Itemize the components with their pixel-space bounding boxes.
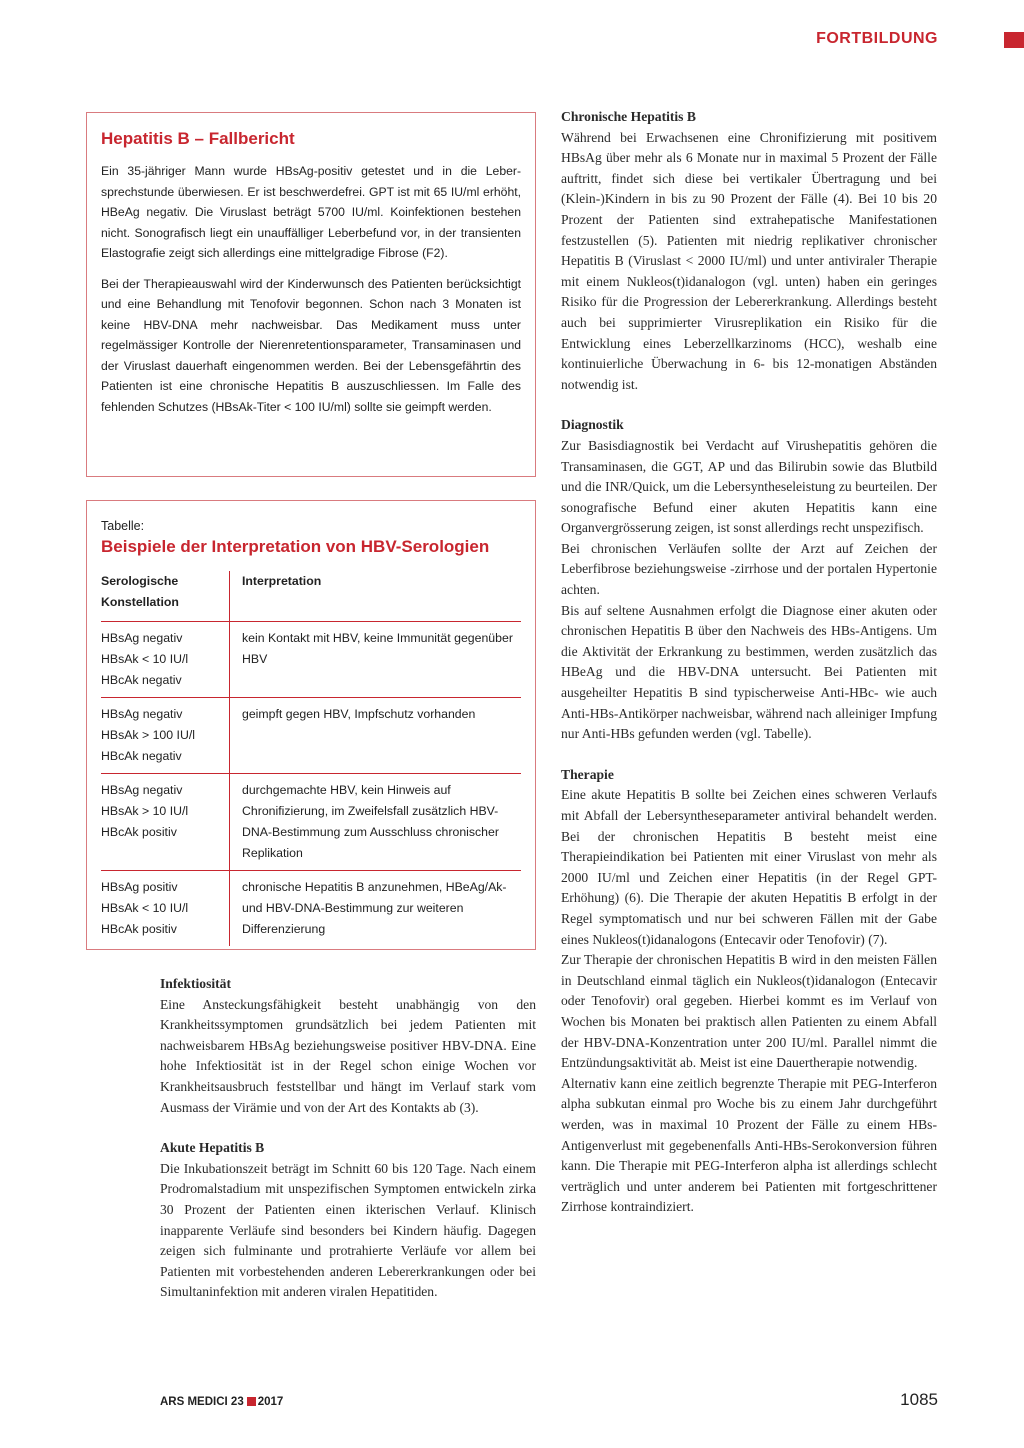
body-paragraph: Eine Ansteckungsfähigkeit besteht unabhängig von den Krankheitssymptomen grundsätzlich bei jedem Patienten mit nachweisbarem HBsAg beziehungsweise positiver HBV-DNA. Eine hohe Infektiosität ist in der Regel schon einige Wochen vor Krankheitsausbruch feststellbar und hängt im Verlauf stark vom Ausmass der Virämie und von der Art des Kontakts ab (3).: [160, 996, 536, 1115]
interpretation-cell: durchgemachte HBV, kein Hinweis auf Chronifizierung, im Zweifelsfall zusätzlich HBV-DNA-Bestimmung zum Ausschluss chronischer Replikation: [230, 774, 522, 871]
header-accent-square: [1004, 32, 1024, 48]
table-title: Beispiele der Interpretation von HBV-Serologien: [101, 537, 490, 556]
marker-line: HBcAk negativ: [101, 749, 182, 763]
marker-line: HBsAg negativ: [101, 707, 183, 721]
body-paragraph: Eine akute Hepatitis B sollte bei Zeichen eines schweren Verlaufs mit Abfall der Lebersyntheseparameter antiviral behandelt werden. Bei der chronischen Hepatitis B besteht meist eine Therapieindikation bei Patienten mit einer Viruslast von mehr als 2000 IU/ml und Zeichen einer Hepatitis (in der Regel GPT-Erhöhung) (6). Die Therapie der akuten Hepatitis B erfolgt in der Regel symptomatisch und nur bei schweren Fällen mit der Gabe eines Nukleos(t)idanalogons (Entecavir oder Tenofovir) (7).: [561, 787, 937, 947]
constellation-cell: [101, 622, 230, 698]
table-row: [101, 774, 521, 871]
footer-accent-square: [247, 1397, 256, 1406]
case-report-box: [86, 112, 536, 477]
constellation-cell: [101, 698, 230, 774]
marker-line: HBsAg negativ: [101, 783, 183, 797]
table-header-constellation: Serologische Konstellation: [101, 571, 230, 622]
marker-line: HBsAk > 100 IU/l: [101, 728, 195, 742]
body-paragraph: Bis auf seltene Ausnahmen erfolgt die Diagnose einer akuten oder chronischen Hepatitis B über den Nachweis des HBs-Antigens. Um die Aktivität der Erkrankung zu bestimmen, werden zusätzlich das HBeAg und die HBV-DNA untersucht. Bei Patienten mit ausgeheilter Hepatitis B sind typischerweise Anti-HBc- wie auch Anti-HBs-Antikörper nachweisbar, während nach alleiniger Impfung nur Anti-HBs gefunden werden (vgl. Tabelle).: [561, 602, 937, 742]
table-row: [101, 871, 521, 947]
page-number: 1085: [900, 1390, 938, 1409]
case-report-paragraph: Bei der Therapieauswahl wird der Kinderwunsch des Patienten berücksichtigt und eine Behandlung mit Tenofovir begonnen. Schon nach 3 Monaten ist keine HBV-DNA mehr nachweisbar. Das Medikament muss unter regelmässiger Kontrolle der Nierenretentionsparameter, Transaminasen und der Viruslast dauerhaft eingenommen werden. Bei der Lebensgefährtin des Patienten ist eine chronische Hepatitis B auszuschliessen. Im Falle des fehlenden Schutzes (HBsAk-Titer < 100 IU/ml) sollte sie geimpft werden.: [101, 276, 521, 414]
marker-line: HBcAk positiv: [101, 922, 177, 936]
body-paragraph: Zur Basisdiagnostik bei Verdacht auf Virushepatitis gehören die Transaminasen, die GGT, AP und das Bilirubin sowie das Blutbild und die INR/Quick, um die Lebersyntheseleistung zu beurteilen. Der sonografische Befund einer akuten Hepatitis kann eine Organvergrösserung zeigen, ist sonst allerdings recht unspezifisch.: [561, 437, 937, 536]
section-heading-diagnostik: Diagnostik: [561, 417, 624, 433]
body-paragraph: Alternativ kann eine zeitlich begrenzte Therapie mit PEG-Interferon alpha subkutan einmal pro Woche bis zu einem Jahr durchgeführt werden, was in maximal 10 Prozent der Fälle zu einem HBs-Antigenverlust mit gegebenenfalls Anti-HBs-Serokonversion führen kann. Die Therapie mit PEG-Interferon alpha ist allerdings schlecht verträglich und unter anderem bei Patienten mit fortgeschrittener Zirrhose kontraindiziert.: [561, 1075, 937, 1215]
serology-table: [101, 571, 521, 946]
right-column: [561, 107, 937, 1218]
interpretation-cell: geimpft gegen HBV, Impfschutz vorhanden: [230, 698, 522, 774]
body-paragraph: Zur Therapie der chronischen Hepatitis B wird in den meisten Fällen in Deutschland einmal täglich ein Nukleos(t)idanalogon (Entecavir oder Tenofovir) oral gegeben. Hierbei kommt es im Verlauf von Wochen bis Monaten bei praktisch allen Patienten zu einem Abfall der HBV-DNA-Konzentration unter 200 IU/ml. Parallel nimmt die Entzündungsaktivität ab. Meist ist eine Dauertherapie notwendig.: [561, 952, 937, 1071]
table-row: [101, 622, 521, 698]
body-paragraph: Während bei Erwachsenen eine Chronifizierung mit positivem HBsAg über mehr als 6 Monate nur in maximal 5 Prozent der Fälle auftritt, findet sich diese bei vertikaler Übertragung und bei (Klein-)Kindern in bis zu 90 Prozent der Fälle (4). Bei 10 bis 20 Prozent der Patienten sind extrahepatische Manifestationen festzustellen (5). Patienten mit niedrig replikativer chronischer Hepatitis B (Viruslast < 2000 IU/ml) und unter antiviraler Therapie mit einem Nukleos(t)idanalogon (vgl. unten) haben ein geringes Risiko für die Progression der Lebererkrankung. Allerdings besteht auch bei supprimierter Virusreplikation ein Risiko für die Entwicklung eines Leberzellkarzinoms (HCC), weshalb eine kontinuierliche Überwachung in 6- bis 12-monatigen Abständen notwendig ist.: [561, 129, 937, 392]
marker-line: HBcAk negativ: [101, 673, 182, 687]
case-report-title: Hepatitis B – Fallbericht: [101, 129, 295, 148]
marker-line: HBsAg positiv: [101, 880, 178, 894]
constellation-cell: [101, 871, 230, 947]
body-paragraph: Die Inkubationszeit beträgt im Schnitt 60 bis 120 Tage. Nach einem Prodromalstadium mit unspezifischen Symptomen entwickeln zirka 30 Prozent der Patienten einen ikterischen Verlauf. Klinisch inapparente Verläufe sind besonders bei Kindern häufig. Dagegen zeigen sich fulminante und protrahierte Verläufe vor allem bei Patienten mit vorbestehenden anderen Lebererkrankungen oder bei Simultaninfektion mit anderen viralen Hepatitiden.: [160, 1160, 536, 1300]
interpretation-cell: kein Kontakt mit HBV, keine Immunität gegenüber HBV: [230, 622, 522, 698]
body-paragraph: Bei chronischen Verläufen sollte der Arzt auf Zeichen der Leberfibrose beziehungsweise -zirrhose und der portalen Hypertonie achten.: [561, 540, 937, 598]
left-column: [160, 974, 536, 1303]
section-label: FORTBILDUNG: [816, 30, 938, 47]
marker-line: HBcAk positiv: [101, 825, 177, 839]
footer-journal: [160, 1396, 283, 1408]
table-pre-title: Tabelle:: [101, 519, 145, 533]
marker-line: HBsAk < 10 IU/l: [101, 901, 189, 915]
marker-line: HBsAg negativ: [101, 631, 183, 645]
table-header-interpretation: Interpretation: [230, 571, 522, 622]
marker-line: HBsAk > 10 IU/l: [101, 804, 189, 818]
table-row: [101, 698, 521, 774]
journal-name: ARS MEDICI 23: [160, 1396, 244, 1408]
section-heading-akute-hepatitis: Akute Hepatitis B: [160, 1140, 265, 1156]
interpretation-cell: chronische Hepatitis B anzunehmen, HBeAg/Ak- und HBV-DNA-Bestimmung zur weiteren Differenzierung: [242, 880, 507, 936]
section-heading-therapie: Therapie: [561, 766, 614, 782]
case-report-paragraph: Ein 35-jähriger Mann wurde HBsAg-positiv getestet und in die Lebersprechstunde überwiesen. Er ist beschwerdefrei. GPT ist mit 65 IU/ml erhöht, HBeAg negativ. Die Viruslast beträgt 5700 IU/ml. Koinfektionen bestehen nicht. Sonografisch liegt ein unauffälliger Leberbefund vor, in der transienten Elastografie zeigt sich allerdings eine mittelgradige Fibrose (F2).: [101, 164, 521, 260]
marker-line: HBsAk < 10 IU/l: [101, 652, 189, 666]
table-header-row: [101, 571, 521, 622]
constellation-cell: [101, 774, 230, 871]
section-heading-infektiositaet: Infektiosität: [160, 976, 231, 991]
serology-table-box: [86, 500, 536, 950]
journal-year: 2017: [257, 1396, 284, 1408]
section-heading-chronische-hepatitis: Chronische Hepatitis B: [561, 109, 696, 124]
